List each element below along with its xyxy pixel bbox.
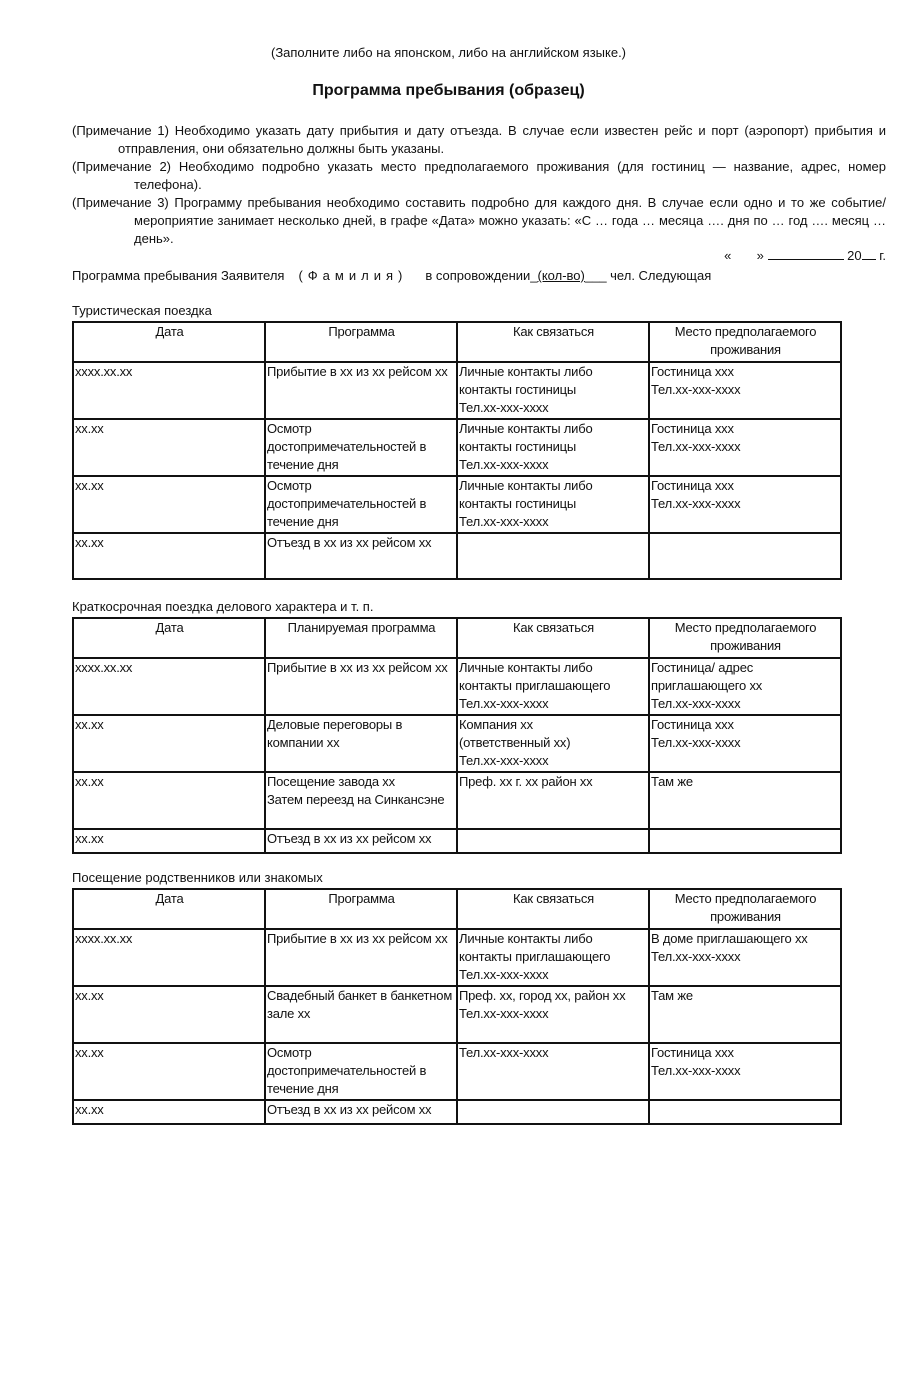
cell-accommodation: Гостиница/ адрес приглашающего xx Тел.xx-xxx-xxxx <box>649 658 841 715</box>
cell-program: Посещение завода xx Затем переезд на Синкансэне <box>265 772 457 829</box>
schedule-table-business <box>72 617 842 854</box>
cell-program: Осмотр достопримечательностей в течение дня <box>265 419 457 476</box>
col-header-contact: Как связаться <box>457 322 649 362</box>
col-header-date: Дата <box>73 889 265 929</box>
cell-date: xxxx.xx.xx <box>73 362 265 419</box>
note-1: (Примечание 1) Необходимо указать дату прибытия и дату отъезда. В случае если известен рейс и порт (аэропорт) прибытия и отправления, они обязательно должны быть указаны. <box>72 123 886 156</box>
table-row <box>73 772 841 829</box>
table-row <box>73 986 841 1043</box>
cell-contact: Тел.xx-xxx-xxxx <box>457 1043 649 1100</box>
cell-date: xxxx.xx.xx <box>73 658 265 715</box>
cell-date: xx.xx <box>73 829 265 853</box>
table-header-row <box>73 322 841 362</box>
table-row <box>73 658 841 715</box>
year-blank <box>862 259 876 260</box>
table-header-row <box>73 889 841 929</box>
cell-date: xx.xx <box>73 1043 265 1100</box>
table-row <box>73 829 841 853</box>
section-title-visit: Посещение родственников или знакомых <box>72 870 323 885</box>
cell-program: Свадебный банкет в банкетном зале xx <box>265 986 457 1043</box>
year-prefix: 20 <box>847 248 862 263</box>
col-header-contact: Как связаться <box>457 618 649 658</box>
schedule-table-tourist <box>72 321 842 580</box>
cell-contact: Преф. xx г. xx район xx <box>457 772 649 829</box>
cell-accommodation: Там же <box>649 986 841 1043</box>
document-title: Программа пребывания (образец) <box>312 82 585 99</box>
col-header-date: Дата <box>73 322 265 362</box>
cell-contact: Личные контакты либо контакты гостиницы Тел.xx-xxx-xxxx <box>457 362 649 419</box>
cell-date: xx.xx <box>73 533 265 579</box>
cell-date: xx.xx <box>73 986 265 1043</box>
intro-line <box>72 268 711 283</box>
cell-program: Прибытие в xx из xx рейсом xx <box>265 658 457 715</box>
cell-contact: Личные контакты либо контакты приглашающего Тел.xx-xxx-xxxx <box>457 929 649 986</box>
schedule-table-visit <box>72 888 842 1125</box>
cell-date: xxxx.xx.xx <box>73 929 265 986</box>
intro-surname: (Фамилия) <box>298 268 408 283</box>
table-row <box>73 362 841 419</box>
col-header-program: Планируемая программа <box>265 618 457 658</box>
cell-accommodation <box>649 533 841 579</box>
cell-program: Отъезд в xx из xx рейсом xx <box>265 1100 457 1124</box>
cell-accommodation: Гостиница xxx Тел.xx-xxx-xxxx <box>649 715 841 772</box>
col-header-program: Программа <box>265 889 457 929</box>
cell-accommodation <box>649 1100 841 1124</box>
intro-text-3: ___ чел. Следующая <box>584 268 712 283</box>
cell-date: xx.xx <box>73 772 265 829</box>
table-row <box>73 1043 841 1100</box>
table-row <box>73 1100 841 1124</box>
cell-contact: Преф. xx, город xx, район xx Тел.xx-xxx-xxxx <box>457 986 649 1043</box>
cell-contact <box>457 1100 649 1124</box>
cell-accommodation: Гостиница xxx Тел.xx-xxx-xxxx <box>649 1043 841 1100</box>
date-close-quote: » <box>756 248 764 263</box>
section-title-business: Краткосрочная поездка делового характера и т. п. <box>72 599 374 614</box>
table-row <box>73 419 841 476</box>
col-header-accommodation: Место предполагаемого проживания <box>649 618 841 658</box>
col-header-date: Дата <box>73 618 265 658</box>
year-suffix: г. <box>879 248 886 263</box>
cell-program: Отъезд в xx из xx рейсом xx <box>265 829 457 853</box>
cell-program: Прибытие в xx из xx рейсом xx <box>265 929 457 986</box>
cell-accommodation: Там же <box>649 772 841 829</box>
col-header-program: Программа <box>265 322 457 362</box>
cell-contact: Личные контакты либо контакты приглашающего Тел.xx-xxx-xxxx <box>457 658 649 715</box>
intro-count: (кол-во) <box>537 268 585 283</box>
table-row <box>73 476 841 533</box>
cell-accommodation: В доме приглашающего xx Тел.xx-xxx-xxxx <box>649 929 841 986</box>
table-row <box>73 533 841 579</box>
cell-program: Деловые переговоры в компании xx <box>265 715 457 772</box>
section-title-tourist: Туристическая поездка <box>72 303 212 318</box>
cell-accommodation: Гостиница xxx Тел.xx-xxx-xxxx <box>649 476 841 533</box>
cell-contact: Компания xx (ответственный xx) Тел.xx-xxx-xxxx <box>457 715 649 772</box>
col-header-accommodation: Место предполагаемого проживания <box>649 889 841 929</box>
cell-accommodation: Гостиница xxx Тел.xx-xxx-xxxx <box>649 419 841 476</box>
language-instruction: (Заполните либо на японском, либо на английском языке.) <box>270 45 627 60</box>
notes-block <box>72 122 886 248</box>
intro-text-2: в сопровождении_ <box>425 268 538 283</box>
table-row <box>73 715 841 772</box>
cell-program: Осмотр достопримечательностей в течение дня <box>265 1043 457 1100</box>
table-header-row <box>73 618 841 658</box>
cell-date: xx.xx <box>73 476 265 533</box>
cell-date: xx.xx <box>73 1100 265 1124</box>
intro-text-1: Программа пребывания Заявителя <box>72 268 285 283</box>
cell-program: Отъезд в xx из xx рейсом xx <box>265 533 457 579</box>
date-line <box>724 248 886 263</box>
cell-accommodation <box>649 829 841 853</box>
cell-date: xx.xx <box>73 715 265 772</box>
note-2: (Примечание 2) Необходимо подробно указать место предполагаемого проживания (для гостиниц — название, адрес, номер телефона). <box>72 159 886 192</box>
cell-contact <box>457 533 649 579</box>
cell-program: Прибытие в xx из xx рейсом xx <box>265 362 457 419</box>
cell-date: xx.xx <box>73 419 265 476</box>
month-blank <box>768 259 844 260</box>
col-header-accommodation: Место предполагаемого проживания <box>649 322 841 362</box>
cell-program: Осмотр достопримечательностей в течение дня <box>265 476 457 533</box>
cell-accommodation: Гостиница xxx Тел.xx-xxx-xxxx <box>649 362 841 419</box>
cell-contact <box>457 829 649 853</box>
col-header-contact: Как связаться <box>457 889 649 929</box>
table-row <box>73 929 841 986</box>
cell-contact: Личные контакты либо контакты гостиницы Тел.xx-xxx-xxxx <box>457 419 649 476</box>
note-3: (Примечание 3) Программу пребывания необходимо составить подробно для каждого дня. В случае если одно и то же событие/мероприятие занимает несколько дней, в графе «Дата» можно указать: «С … года … месяца …. дня по … год …. месяц … день». <box>72 195 886 246</box>
date-open-quote: « <box>724 248 732 263</box>
cell-contact: Личные контакты либо контакты гостиницы Тел.xx-xxx-xxxx <box>457 476 649 533</box>
